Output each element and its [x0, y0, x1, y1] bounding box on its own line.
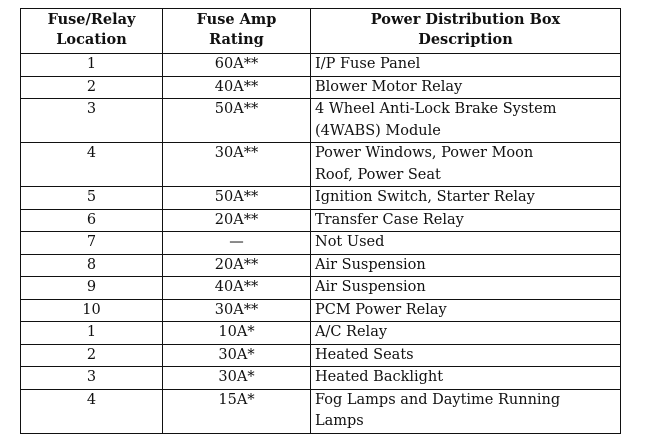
description-line: Heated Backlight — [315, 369, 444, 385]
cell-rating: 30A* — [163, 367, 311, 390]
fuse-table-container — [20, 8, 620, 434]
description-line: Air Suspension — [315, 279, 426, 295]
table-row — [21, 143, 621, 187]
description-line: Heated Seats — [315, 346, 414, 363]
cell-location: 9 — [21, 277, 163, 300]
description-line: Not Used — [315, 234, 385, 250]
cell-rating: 50A** — [163, 187, 311, 210]
cell-description — [311, 322, 621, 345]
cell-location: 3 — [21, 367, 163, 390]
table-row — [21, 389, 621, 433]
description-line: Air Suspension — [315, 256, 426, 273]
cell-location: 10 — [21, 299, 163, 322]
table-row — [21, 367, 621, 390]
description-line: Ignition Switch, Starter Relay — [315, 189, 535, 205]
table-row — [21, 344, 621, 367]
cell-rating: 10A* — [163, 322, 311, 345]
description-line: A/C Relay — [315, 324, 388, 340]
cell-description — [311, 389, 621, 433]
cell-description — [311, 143, 621, 187]
cell-rating: 60A** — [163, 54, 311, 77]
cell-description — [311, 99, 621, 143]
description-line: 4 Wheel Anti-Lock Brake System — [315, 101, 557, 117]
cell-description — [311, 344, 621, 367]
cell-location: 4 — [21, 143, 163, 187]
description-line: Roof, Power Seat — [315, 166, 441, 183]
cell-rating: 30A** — [163, 143, 311, 187]
table-row — [21, 299, 621, 322]
header-location: Fuse/Relay Location — [21, 9, 163, 54]
table-row — [21, 277, 621, 300]
cell-description — [311, 367, 621, 390]
table-row — [21, 209, 621, 232]
header-rating: Fuse Amp Rating — [163, 9, 311, 54]
header-description: Power Distribution Box Description — [311, 9, 621, 54]
table-header-row — [21, 9, 621, 54]
table-row — [21, 76, 621, 99]
cell-description — [311, 299, 621, 322]
description-line: I/P Fuse Panel — [315, 56, 421, 72]
cell-location: 3 — [21, 99, 163, 143]
cell-location: 6 — [21, 209, 163, 232]
cell-description — [311, 277, 621, 300]
description-line: Fog Lamps and Daytime Running — [315, 391, 561, 408]
fuse-relay-table — [20, 8, 621, 434]
cell-location: 8 — [21, 254, 163, 277]
table-row — [21, 99, 621, 143]
description-line: (4WABS) Module — [315, 122, 441, 139]
cell-location: 1 — [21, 54, 163, 77]
table-row — [21, 187, 621, 210]
cell-location: 4 — [21, 389, 163, 433]
table-row — [21, 54, 621, 77]
cell-description — [311, 187, 621, 210]
cell-description — [311, 254, 621, 277]
cell-rating: 50A** — [163, 99, 311, 143]
description-line: Transfer Case Relay — [315, 211, 464, 228]
description-line: Lamps — [315, 413, 364, 429]
cell-rating: 30A* — [163, 344, 311, 367]
cell-description — [311, 209, 621, 232]
cell-rating: 20A** — [163, 254, 311, 277]
table-row — [21, 232, 621, 255]
cell-location: 1 — [21, 322, 163, 345]
cell-description — [311, 232, 621, 255]
description-line: Blower Motor Relay — [315, 78, 463, 95]
description-line: Power Windows, Power Moon — [315, 145, 534, 161]
cell-location: 7 — [21, 232, 163, 255]
cell-rating: 30A** — [163, 299, 311, 322]
cell-rating: 15A* — [163, 389, 311, 433]
cell-location: 2 — [21, 76, 163, 99]
cell-location: 2 — [21, 344, 163, 367]
table-row — [21, 254, 621, 277]
description-line: PCM Power Relay — [315, 301, 447, 318]
cell-location: 5 — [21, 187, 163, 210]
cell-description — [311, 76, 621, 99]
cell-rating: — — [163, 232, 311, 255]
cell-rating: 40A** — [163, 277, 311, 300]
cell-description — [311, 54, 621, 77]
cell-rating: 20A** — [163, 209, 311, 232]
table-row — [21, 322, 621, 345]
cell-rating: 40A** — [163, 76, 311, 99]
